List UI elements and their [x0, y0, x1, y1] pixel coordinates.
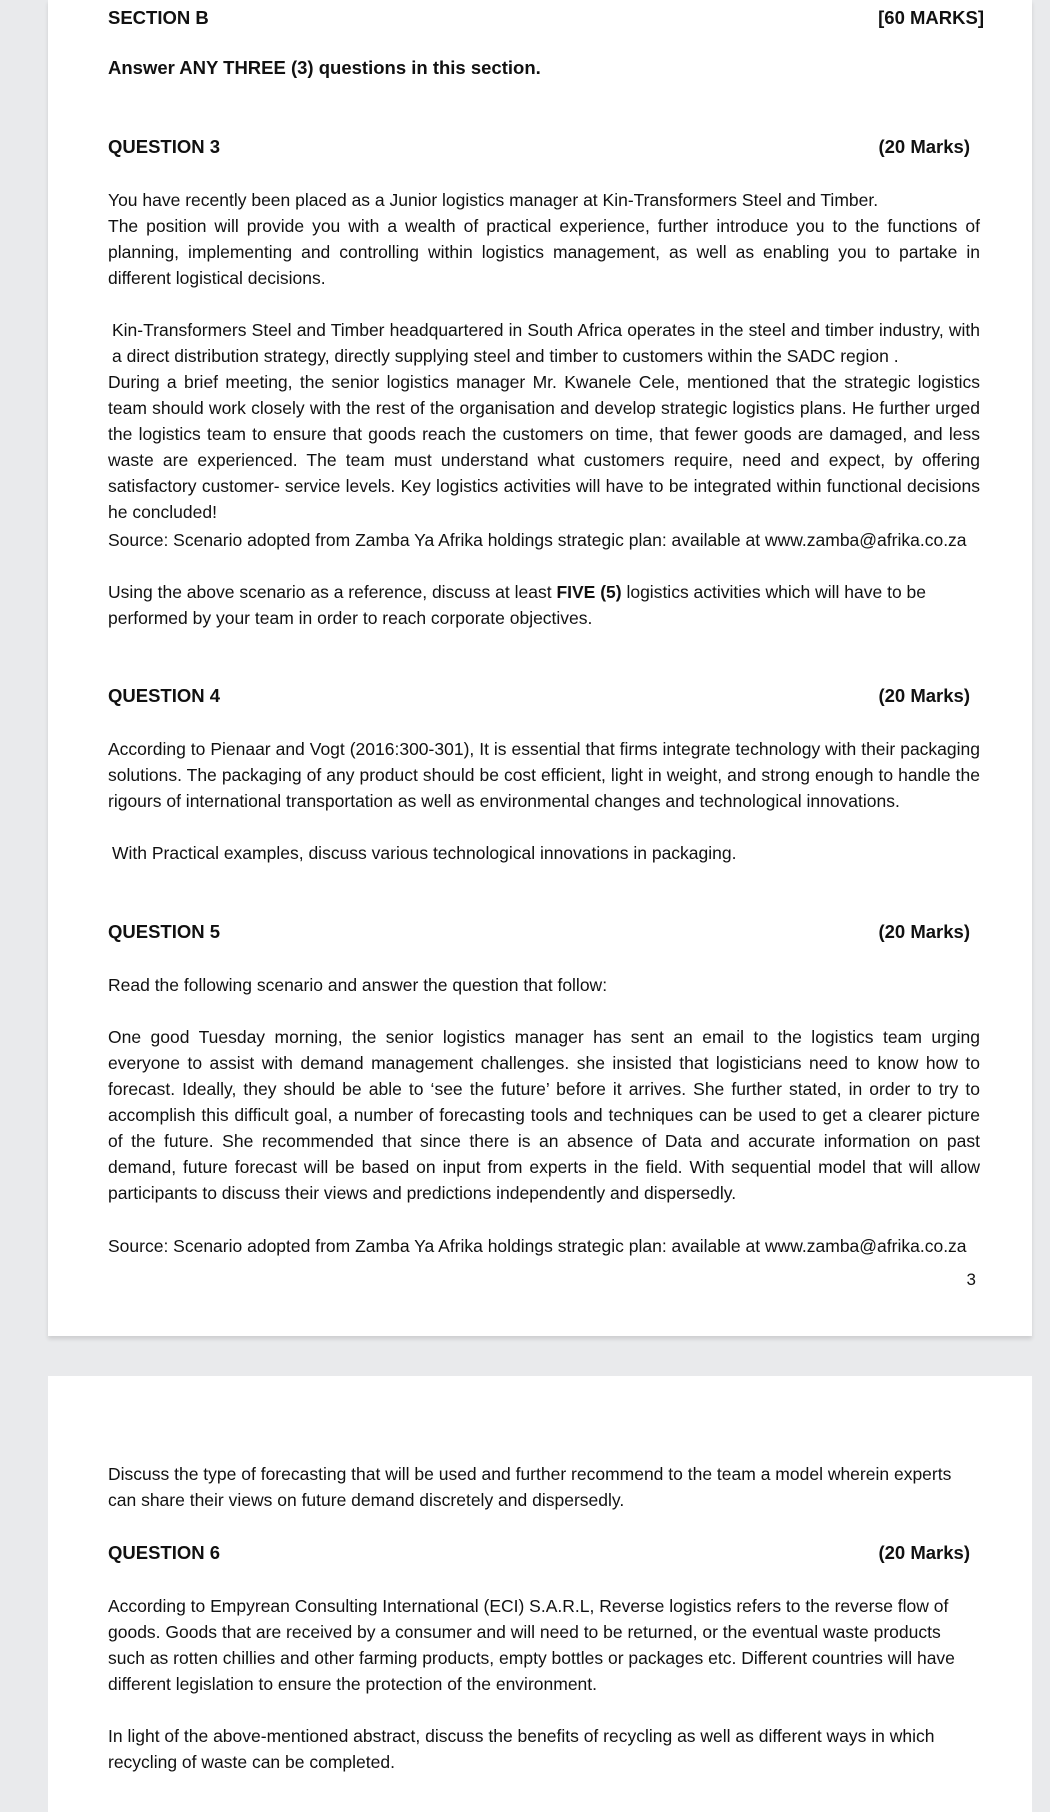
document-page-4	[48, 1376, 1032, 1812]
q5-source	[108, 1233, 980, 1259]
q3-source	[108, 527, 980, 553]
q6-paragraph: According to Empyrean Consulting International (ECI) S.A.R.L, Reverse logistics refers to the reverse flow of goods. Goods that are received by a consumer and will need to be returned, or the eventual waste products such as rotten chillies and other farming products, empty bottles or packages etc. Different countries will have different legislation to ensure the protection of the environment.	[108, 1596, 955, 1694]
document-page-3	[48, 0, 1032, 1336]
question-3-title: QUESTION 3	[108, 136, 221, 157]
task-emphasis: FIVE (5)	[556, 582, 622, 602]
task-text: Using the above scenario as a reference, discuss at least	[108, 582, 557, 602]
question-5-header	[108, 920, 980, 944]
question-6-task	[108, 1723, 980, 1775]
section-marks: [60 MARKS]	[878, 7, 984, 28]
question-6-marks: (20 Marks)	[878, 1542, 970, 1563]
question-4-body	[108, 736, 980, 814]
q4-paragraph: According to Pienaar and Vogt (2016:300-301), It is essential that firms integrate technology with their packaging solutions. The packaging of any product should be cost efficient, light in weight, and strong enough to handle the rigours of international transportation as well as environmental changes and technological innovations.	[108, 739, 980, 811]
question-5-scenario	[108, 1024, 980, 1206]
question-6-body	[108, 1593, 980, 1697]
question-3-scenario	[108, 317, 980, 525]
question-3-marks: (20 Marks)	[878, 136, 970, 157]
source-text: Source: Scenario adopted from Zamba Ya Afrika holdings strategic plan: available at www.zamba@afrika.co.za	[108, 1236, 967, 1256]
source-text: Source: Scenario adopted from Zamba Ya Afrika holdings strategic plan: available at www.zamba@afrika.co.za	[108, 530, 967, 550]
q3-task	[108, 579, 980, 631]
q5-paragraph: Read the following scenario and answer the question that follow:	[108, 975, 608, 995]
question-5-intro	[108, 972, 980, 998]
question-3-body	[108, 187, 980, 291]
q5-paragraph: Discuss the type of forecasting that will be used and further recommend to the team a model wherein experts can share their views on future demand discretely and dispersedly.	[108, 1464, 952, 1510]
question-5-title: QUESTION 5	[108, 921, 221, 942]
q4-paragraph: With Practical examples, discuss various technological innovations in packaging.	[112, 843, 737, 863]
section-b-header	[108, 6, 984, 30]
question-4-title: QUESTION 4	[108, 685, 221, 706]
q3-paragraph: You have recently been placed as a Junior logistics manager at Kin-Transformers Steel and Timber.	[108, 190, 879, 210]
question-6-title: QUESTION 6	[108, 1542, 221, 1563]
q3-paragraph: The position will provide you with a wealth of practical experience, further introduce you to the functions of planning, implementing and controlling within logistics management, as well as enabling you to partake in different logistical decisions.	[108, 216, 980, 288]
page-number: 3	[966, 1270, 976, 1289]
question-3-header	[108, 135, 980, 159]
q5-paragraph: One good Tuesday morning, the senior logistics manager has sent an email to the logistics team urging everyone to assist with demand management challenges. she insisted that logisticians need to know how to forecast. Ideally, they should be able to ‘see the future’ before it arrives. She further stated, in order to try to accomplish this difficult goal, a number of forecasting tools and techniques can be used to get a clearer picture of the future. She recommended that since there is an absence of Data and accurate information on past demand, future forecast will be based on input from experts in the field. With sequential model that will allow participants to discuss their views and predictions independently and dispersedly.	[108, 1027, 980, 1203]
question-4-task	[108, 840, 980, 866]
task-text: logistics activities which will have to be performed by your team in order to reach corporate objectives.	[108, 582, 927, 628]
question-5-marks: (20 Marks)	[878, 921, 970, 942]
q6-paragraph: In light of the above-mentioned abstract, discuss the benefits of recycling as well as different ways in which recycling of waste can be completed.	[108, 1726, 935, 1772]
q3-paragraph: Kin-Transformers Steel and Timber headquartered in South Africa operates in the steel and timber industry, with a direct distribution strategy, directly supplying steel and timber to customers within the SADC region .	[112, 320, 980, 366]
question-4-header	[108, 684, 980, 708]
question-6-header	[108, 1541, 980, 1565]
section-instruction	[108, 56, 980, 80]
question-4-marks: (20 Marks)	[878, 685, 970, 706]
instruction-text: Answer ANY THREE (3) questions in this section.	[108, 57, 541, 78]
q3-paragraph: During a brief meeting, the senior logistics manager Mr. Kwanele Cele, mentioned that the strategic logistics team should work closely with the rest of the organisation and develop strategic logistics plans. He further urged the logistics team to ensure that goods reach the customers on time, that fewer goods are damaged, and less waste are experienced. The team must understand what customers require, need and expect, by offering satisfactory customer- service levels. Key logistics activities will have to be integrated within functional decisions he concluded!	[108, 372, 980, 522]
section-title: SECTION B	[108, 7, 209, 28]
question-5-task	[108, 1461, 980, 1513]
